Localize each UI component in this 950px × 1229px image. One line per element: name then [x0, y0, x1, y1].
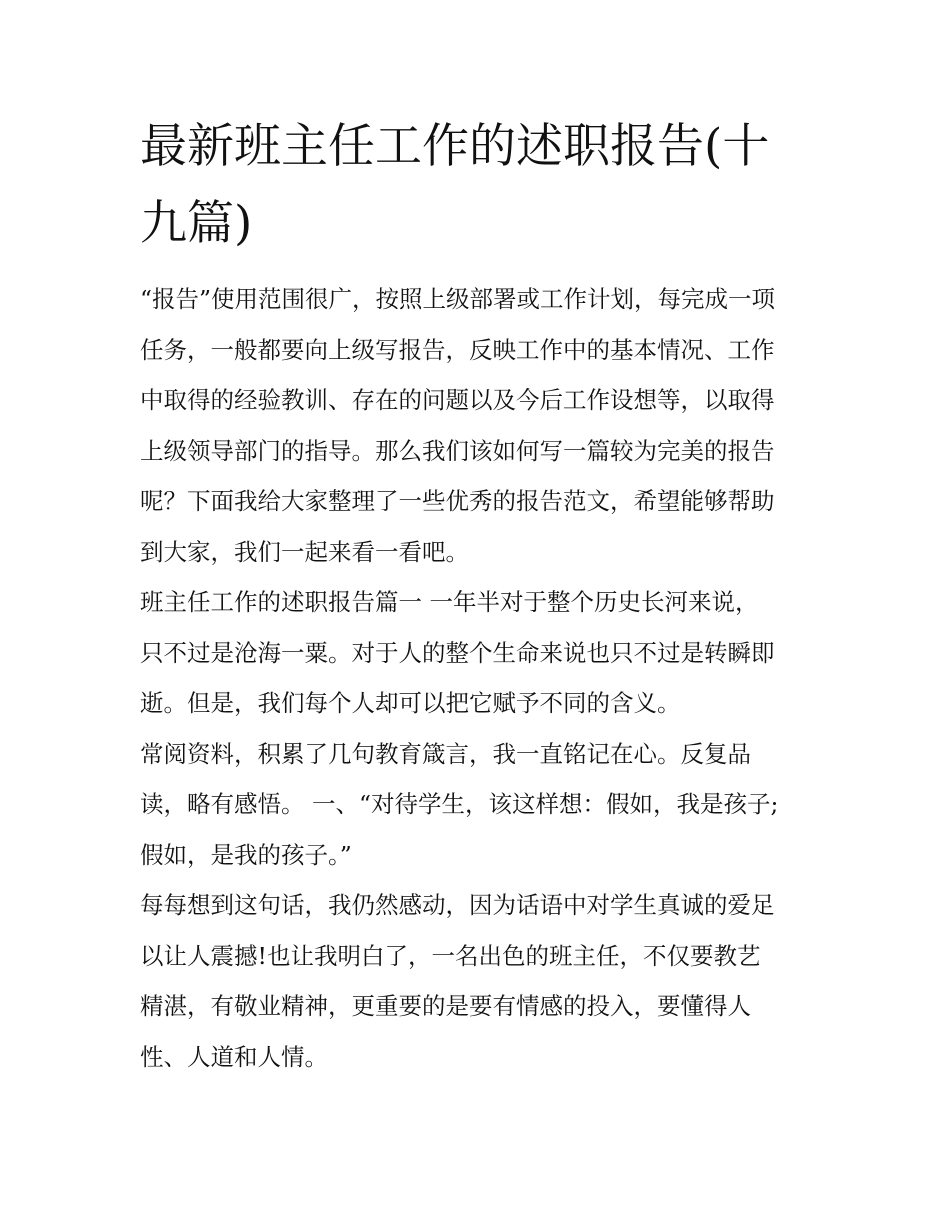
intro-paragraph: [140, 274, 812, 577]
paragraph-line: 只不过是沧海一粟。对于人的整个生命来说也只不过是转瞬即: [140, 638, 775, 667]
paragraph-line: 以让人震撼!也让我明白了，一名出色的班主任，不仅要教艺: [140, 941, 761, 970]
paragraph-line: 上级领导部门的指导。那么我们该如何写一篇较为完美的报告: [140, 436, 775, 465]
paragraph-line: 到大家，我们一起来看一看吧。: [140, 537, 469, 566]
paragraph-line: 中取得的经验教训、存在的问题以及今后工作设想等，以取得: [140, 386, 775, 414]
paragraph-line: 性、人道和人情。: [140, 1042, 328, 1071]
section-one-paragraph: [140, 577, 812, 729]
title-line: 九篇): [140, 196, 253, 251]
paragraph-line: 精湛，有敬业精神，更重要的是要有情感的投入，要懂得人: [140, 992, 751, 1020]
document-title: [140, 108, 812, 262]
paragraph-line: 班主任工作的述职报告篇一 一年半对于整个历史长河来说，: [140, 588, 759, 616]
paragraph-line: 常阅资料，积累了几句教育箴言，我一直铭记在心。反复品: [140, 739, 751, 768]
reflection-paragraph: [140, 880, 812, 1082]
paragraph-line: 每每想到这句话，我仍然感动，因为话语中对学生真诚的爱足: [140, 891, 775, 919]
paragraph-line: 假如，是我的孩子。”: [140, 840, 352, 869]
motto-paragraph: [140, 729, 812, 881]
paragraph-line: “报告”使用范围很广，按照上级部署或工作计划，每完成一项: [140, 285, 776, 313]
document-page: [140, 108, 812, 1082]
paragraph-line: 呢？下面我给大家整理了一些优秀的报告范文，希望能够帮助: [140, 487, 775, 515]
paragraph-line: 读，略有感悟。 一、“对待学生，该这样想：假如，我是孩子;: [140, 790, 779, 818]
title-line: 最新班主任工作的述职报告(十: [140, 119, 770, 174]
paragraph-line: 逝。但是，我们每个人却可以把它赋予不同的含义。: [140, 689, 681, 717]
paragraph-line: 任务，一般都要向上级写报告，反映工作中的基本情况、工作: [140, 335, 775, 364]
